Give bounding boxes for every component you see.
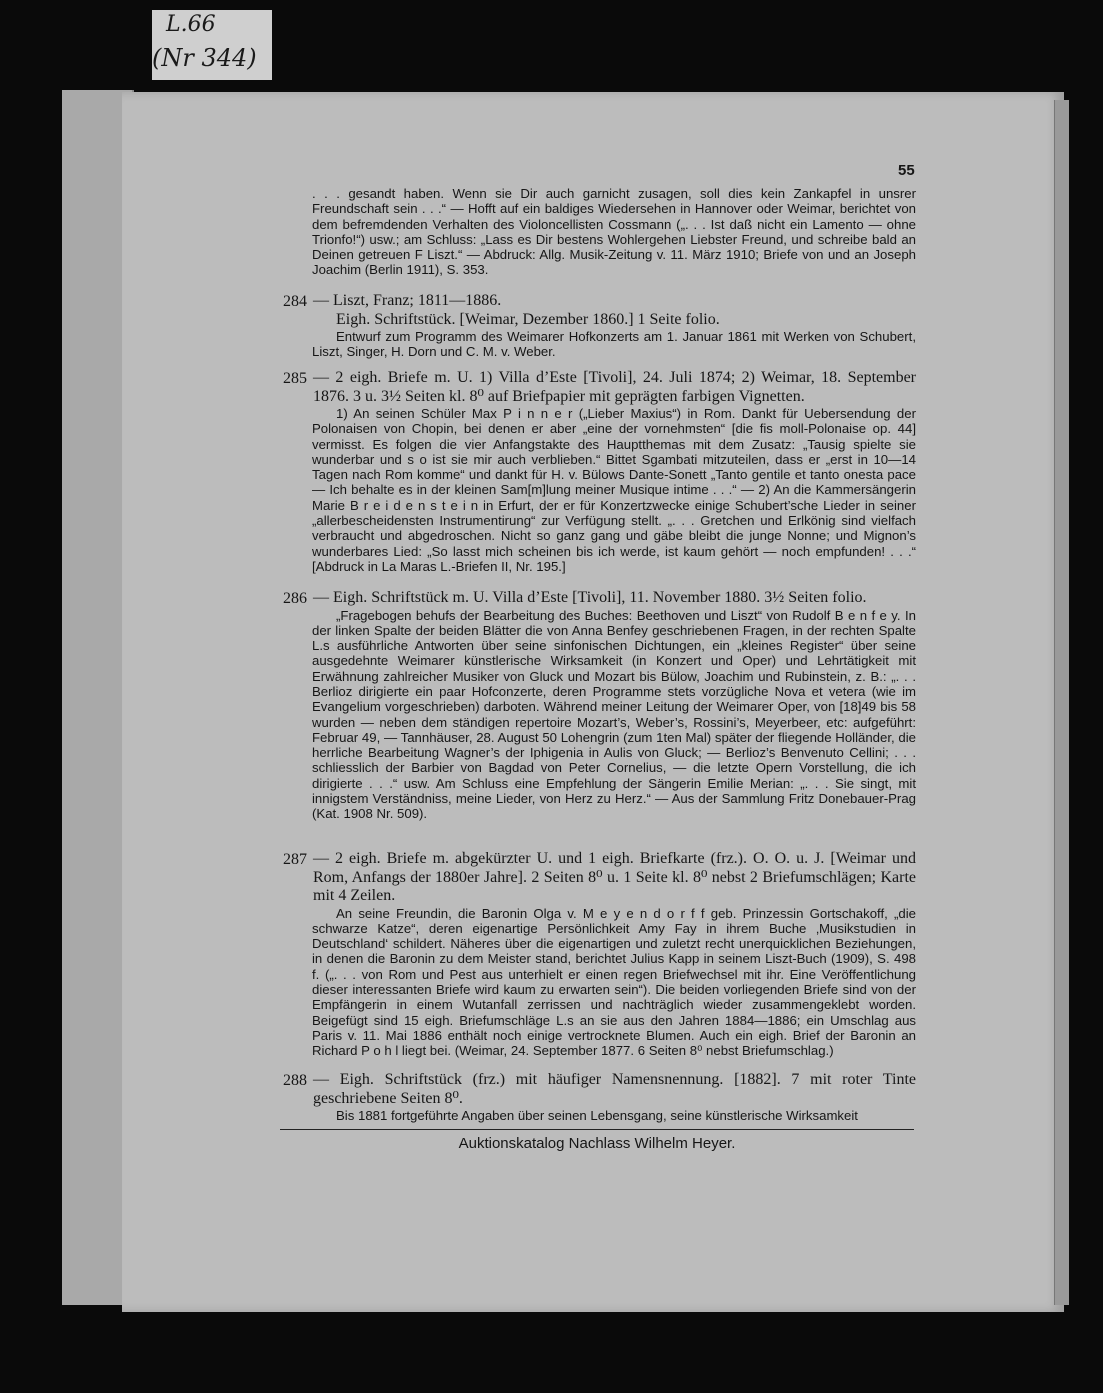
entry-heading: — Eigh. Schriftstück m. U. Villa d’Este [Tivoli], 11. November 1880. 3½ Seiten folio. [313,589,867,606]
entry-body: „Fragebogen behufs der Bearbeitung des Buches: Beethoven und Liszt“ von Rudolf B e n f e y. In der linken Spalte der beiden Blätter die von Anna Benfey geschriebenen Fragen, in der rechten Spalte L.s ausführliche Antworten über seine sinfonischen Dichtungen, ein „kleines Register“ über seine ausgedehnte Weimarer künstlerische Wirksamkeit (in Konzert und Oper) und Lehrtätigkeit mit Erwähnung zahlreicher Musiker von Gluck und Mozart bis Bülow, Joachim und Rubinstein, z. B.: „. . . Berlioz dirigierte ein paar Hofconzerte, deren Programme stets vorzügliche Nova et vetera (wie im Evangelium vorgeschrieben) darboten. Während meiner Leitung der Weimarer Oper, von [18]49 bis 58 wurden — neben dem ständigen repertoire Mozart’s, Weber’s, Rossini’s, Meyerbeer, etc: aufgeführt: Februar 49, — Tannhäuser, 28. August 50 Lohengrin (zum 1ten Mal) später der fliegende Holländer, die herrliche Bearbeitung Wagner’s der Iphigenia in Aulis von Gluck; — Berlioz’s Benvenuto Cellini; . . . schliesslich der Barbier von Bagdad von Peter Cornelius, — die letzte Opern Vorstellung, die ich dirigierte . . .“ usw. Am Schluss eine Empfehlung der Sängerin Emilie Merian: „. . . Sie singt, mit innigstem Verständniss, meine Lieder, von Herz zu Herz.“ — Aus der Sammlung Fritz Donebauer-Prag (Kat. 1908 Nr. 509). [312,607,916,822]
archive-note [152,10,272,80]
entry-body: Bis 1881 fortgeführte Angaben über seinen Lebensgang, seine künstlerische Wirksamkeit [336,1108,858,1123]
archive-note-line2: (Nr 344) [152,44,257,72]
entry-heading: — Eigh. Schriftstück (frz.) mit häufiger Namensnennung. [1882]. 7 mit roter Tinte geschriebene Seiten 8⁰. [313,1071,916,1107]
entry-number: 286 [283,590,307,607]
entry-number: 287 [283,851,307,868]
entry-heading: — 2 eigh. Briefe m. abgekürzter U. und 1 eigh. Briefkarte (frz.). O. O. u. J. [Weimar und Rom, Anfangs der 1880er Jahre]. 2 Seiten 8⁰ u. 1 Seite kl. 8⁰ nebst 2 Briefumschlägen; Karte mit 4 Zeilen. [313,850,916,904]
entry-body: 1) An seinen Schüler Max P i n n e r („Lieber Maxius“) in Rom. Dankt für Uebersendung der Polonaisen von Chopin, bei denen er aber „eine der vornehmsten“ [die fis moll-Polonaise op. 44] vermisst. Es folgen die vier Anfangstakte des Hauptthemas mit dem Zusatz: „Tausig spielte sie wunderbar und s o ist sie mir auch verblieben.“ Bittet Sgambati mitzuteilen, dass er „erst in 10—14 Tagen nach Rom komme“ und dankt für H. v. Bülows Dante-Sonett „Tanto gentile et tanto onesta pace — Ich behalte es in der kleinen Sam[m]lung meiner Musique intime . . .“ — 2) An die Kammersängerin Marie B r e i d e n s t e i n in Erfurt, der er für Konzertzwecke einige Schubert’sche Lieder in seiner „allerbescheidensten Instrumentirung“ zur Verfügung stellt. „. . . Gretchen und Erlkönig sind vielfach verbraucht und abgedroschen. Nicht so ganz gang und gäbe bleibt die junge Nonne; und Mignon’s wunderbares Lied: „So lasst mich scheinen bis ich werde, ist kaum gehört — noch empfunden! . . .“ [Abdruck in La Maras L.-Briefen II, Nr. 195.] [312,406,916,574]
catalog-entry-284 [283,292,916,360]
catalog-entry-288 [283,1071,916,1123]
catalog-entry-287 [283,850,916,1058]
entry-heading: — Liszt, Franz; 1811—1886. [313,292,502,309]
catalog-entry-286 [283,589,916,822]
entry-body: Entwurf zum Programm des Weimarer Hofkonzerts am 1. Januar 1861 mit Werken von Schubert, Liszt, Singer, H. Dorn und C. M. v. Weber. [312,329,916,360]
page-right-edge [1054,100,1069,1305]
archive-note-line1: L.66 [166,12,216,37]
entry-number: 284 [283,293,307,310]
running-footer: Auktionskatalog Nachlass Wilhelm Heyer. [458,1135,736,1152]
intro-paragraph: . . . gesandt haben. Wenn sie Dir auch garnicht zusagen, soll dies kein Zankapfel in unsrer Freundschaft sein . . .“ — Hofft auf ein baldiges Wiedersehen in Hannover oder Weimar, berichtet von dem befremdenden Verhalten des Violoncellisten Cossmann („. . . Ist daß nicht ein Lamento — ohne Trionfo!“) usw.; am Schluss: „Lass es Dir bestens Wohlergehen Liebster Freund, und schreibe bald an Deinen getreuen F Liszt.“ — Abdruck: Allg. Musik-Zeitung v. 11. März 1910; Briefe von und an Joseph Joachim (Berlin 1911), S. 353. [312,186,916,278]
footer-rule [280,1129,914,1130]
entry-subheading: Eigh. Schriftstück. [Weimar, Dezember 1860.] 1 Seite folio. [336,310,720,328]
entry-heading: — 2 eigh. Briefe m. U. 1) Villa d’Este [Tivoli], 24. Juli 1874; 2) Weimar, 18. September 1876. 3 u. 3½ Seiten kl. 8⁰ auf Briefpapier mit geprägten farbigen Vignetten. [313,369,916,405]
page-number: 55 [898,162,915,179]
catalog-entry-285 [283,369,916,574]
entry-number: 288 [283,1072,307,1089]
entry-number: 285 [283,370,307,387]
entry-body: An seine Freundin, die Baronin Olga v. M e y e n d o r f f geb. Prinzessin Gortschakoff, „die schwarze Katze“, deren eigenartige Persönlichkeit Amy Fay in ihrem Buche ‚Musikstudien in Deutschland‘ schildert. Näheres über die eigenartigen und zuletzt recht unerquicklichen Beziehungen, in denen die Baronin zu dem Meister stand, berichtet Julius Kapp in seinem Liszt-Buch (1909), S. 498 f. („. . . von Rom und Pest aus unterhielt er einen regen Briefwechsel mit ihr. Eine Veröffentlichung dieser interessanten Briefe wird kaum zu erwarten sein“). Die beiden vorliegenden Briefe sind von der Empfängerin in einem Wutanfall zerrissen und nachträglich wieder zusammengeklebt worden. Beigefügt sind 15 eigh. Briefumschläge L.s an sie aus den Jahren 1884—1886; ein Umschlag aus Paris v. 11. Mai 1886 enthält noch einige vertrocknete Blumen. Auch ein eigh. Brief der Baronin an Richard P o h l liegt bei. (Weimar, 24. September 1877. 6 Seiten 8⁰ nebst Briefumschlag.) [312,905,916,1059]
